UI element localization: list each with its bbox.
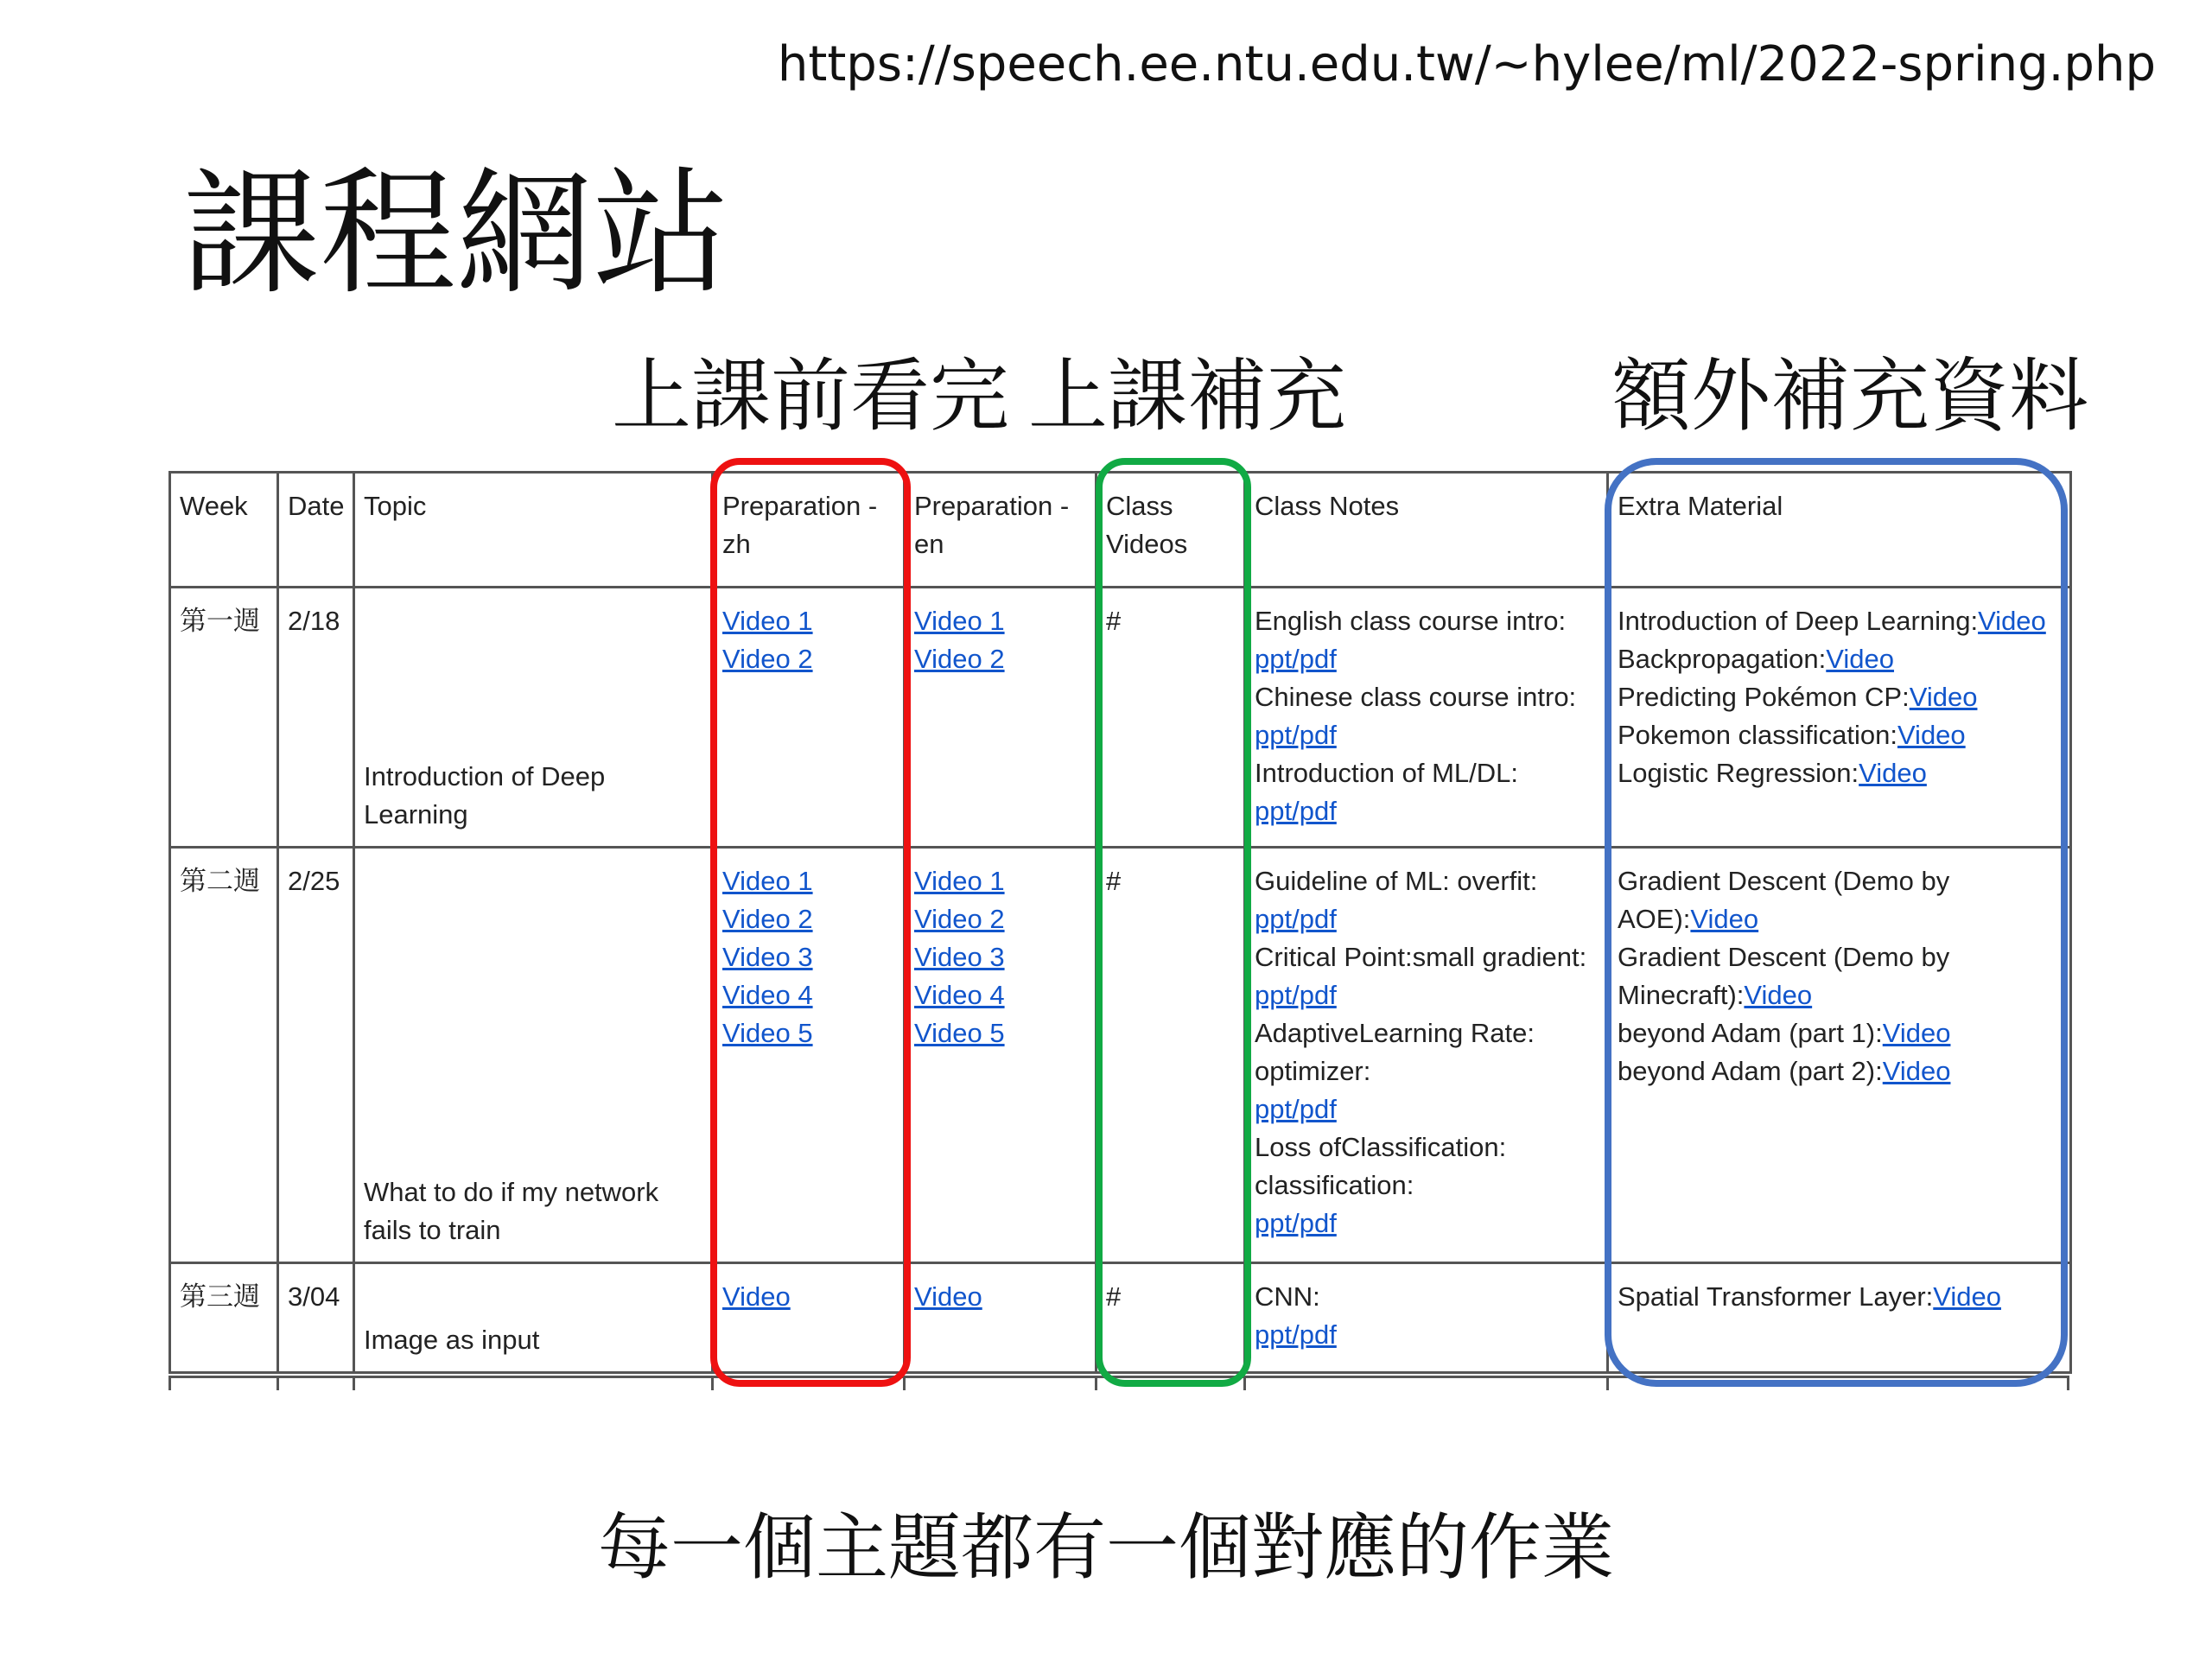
extra-item-label: Introduction of Deep Learning:	[1618, 606, 1979, 636]
header-class-videos: Class Videos	[1096, 473, 1245, 588]
extra-item	[1618, 716, 2061, 754]
table-edge-tick	[353, 1378, 355, 1390]
extra-item-label: beyond Adam (part 1):	[1618, 1018, 1883, 1048]
extra-video-link[interactable]: Video	[1909, 682, 1978, 712]
prep-en-cell	[905, 588, 1096, 848]
week-cell: 第二週	[170, 848, 278, 1263]
extra-video-link[interactable]: Video	[1826, 644, 1895, 674]
header-week: Week	[170, 473, 278, 588]
prep-zh-video-link[interactable]: Video 5	[722, 1018, 813, 1048]
topic-cell: What to do if my network fails to train	[354, 848, 713, 1263]
class-notes-cell	[1245, 848, 1608, 1263]
label-in-class: 上課補充	[1028, 350, 1347, 442]
prep-en-video-link[interactable]: Video 1	[914, 866, 1005, 896]
prep-en-video-link[interactable]: Video 1	[914, 606, 1005, 636]
extra-item	[1618, 640, 2061, 678]
note-label: Introduction of ML/DL:	[1255, 758, 1518, 788]
note-label: Loss ofClassification: classification:	[1255, 1132, 1507, 1200]
extra-item-label: Gradient Descent (Demo by Minecraft):	[1618, 942, 1950, 1010]
prep-en-video-link[interactable]: Video	[914, 1281, 982, 1312]
extra-video-link[interactable]: Video	[1690, 904, 1759, 934]
table-edge-tick	[711, 1378, 714, 1390]
prep-zh-cell	[713, 1263, 905, 1373]
slides-link[interactable]: ppt/pdf	[1255, 1319, 1337, 1350]
prep-en-video-link[interactable]: Video 3	[914, 942, 1005, 972]
extra-item-label: Pokemon classification:	[1618, 720, 1897, 750]
table-row	[170, 1263, 2071, 1373]
note-label: Guideline of ML: overfit:	[1255, 866, 1538, 896]
extra-item	[1618, 1052, 2061, 1090]
prep-zh-video-link[interactable]: Video 2	[722, 644, 813, 674]
note-label: Chinese class course intro:	[1255, 682, 1577, 712]
note-label: AdaptiveLearning Rate: optimizer:	[1255, 1018, 1535, 1086]
prep-en-video-link[interactable]: Video 4	[914, 980, 1005, 1010]
extra-item	[1618, 862, 2061, 938]
prep-en-cell	[905, 848, 1096, 1263]
extra-material-cell	[1608, 588, 2071, 848]
extra-item-label: beyond Adam (part 2):	[1618, 1056, 1883, 1086]
prep-zh-video-link[interactable]: Video 1	[722, 606, 813, 636]
class-video-cell[interactable]: #	[1096, 848, 1245, 1263]
prep-zh-video-link[interactable]: Video 3	[722, 942, 813, 972]
table-row	[170, 848, 2071, 1263]
header-date: Date	[278, 473, 354, 588]
extra-video-link[interactable]: Video	[1897, 720, 1966, 750]
class-notes-cell	[1245, 1263, 1608, 1373]
page-url: https://speech.ee.ntu.edu.tw/~hylee/ml/2022-spring.php	[777, 36, 2156, 92]
extra-video-link[interactable]: Video	[1882, 1056, 1951, 1086]
header-extra-material: Extra Material	[1608, 473, 2071, 588]
class-notes-cell	[1245, 588, 1608, 848]
extra-item	[1618, 678, 2061, 716]
table-edge-tick	[903, 1378, 906, 1390]
label-extra-material: 額外補充資料	[1611, 350, 2089, 442]
table-edge-tick	[1606, 1378, 1609, 1390]
date-cell: 3/04	[278, 1263, 354, 1373]
table-edge-tick	[1095, 1378, 1097, 1390]
note-label: English class course intro:	[1255, 606, 1567, 636]
extra-item	[1618, 602, 2061, 640]
week-cell: 第三週	[170, 1263, 278, 1373]
slides-link[interactable]: ppt/pdf	[1255, 644, 1337, 674]
prep-zh-video-link[interactable]: Video 1	[722, 866, 813, 896]
prep-en-video-link[interactable]: Video 2	[914, 644, 1005, 674]
table-edge-tick	[276, 1378, 279, 1390]
note-label: Critical Point:small gradient:	[1255, 942, 1587, 972]
extra-video-link[interactable]: Video	[1978, 606, 2046, 636]
course-table	[168, 471, 2072, 1374]
prep-en-video-link[interactable]: Video 5	[914, 1018, 1005, 1048]
header-prep-zh: Preparation - zh	[713, 473, 905, 588]
slides-link[interactable]: ppt/pdf	[1255, 796, 1337, 826]
class-video-cell[interactable]: #	[1096, 588, 1245, 848]
prep-zh-cell	[713, 848, 905, 1263]
course-table-container	[168, 471, 2069, 1374]
prep-zh-video-link[interactable]: Video 2	[722, 904, 813, 934]
topic-cell: Image as input	[354, 1263, 713, 1373]
extra-video-link[interactable]: Video	[1882, 1018, 1951, 1048]
week-cell: 第一週	[170, 588, 278, 848]
slides-link[interactable]: ppt/pdf	[1255, 1208, 1337, 1238]
table-header-row	[170, 473, 2071, 588]
prep-zh-video-link[interactable]: Video	[722, 1281, 791, 1312]
class-video-cell[interactable]: #	[1096, 1263, 1245, 1373]
table-edge-tick	[2067, 1378, 2069, 1390]
note-label: CNN:	[1255, 1281, 1320, 1312]
slides-link[interactable]: ppt/pdf	[1255, 980, 1337, 1010]
prep-en-video-link[interactable]: Video 2	[914, 904, 1005, 934]
table-row	[170, 588, 2071, 848]
extra-item-label: Backpropagation:	[1618, 644, 1827, 674]
table-edge-tick	[168, 1378, 171, 1390]
extra-item-label: Spatial Transformer Layer:	[1618, 1281, 1934, 1312]
table-edge-tick	[1243, 1378, 1246, 1390]
extra-item	[1618, 1278, 2061, 1316]
prep-en-cell	[905, 1263, 1096, 1373]
extra-item	[1618, 1014, 2061, 1052]
extra-material-cell	[1608, 1263, 2071, 1373]
extra-item-label: Predicting Pokémon CP:	[1618, 682, 1910, 712]
slides-link[interactable]: ppt/pdf	[1255, 904, 1337, 934]
extra-item	[1618, 754, 2061, 792]
label-before-class: 上課前看完	[612, 350, 1010, 442]
extra-material-cell	[1608, 848, 2071, 1263]
header-prep-en: Preparation - en	[905, 473, 1096, 588]
extra-video-link[interactable]: Video	[1933, 1281, 2001, 1312]
extra-video-link[interactable]: Video	[1859, 758, 1927, 788]
extra-video-link[interactable]: Video	[1744, 980, 1813, 1010]
table-continuation-edge	[168, 1376, 2069, 1388]
prep-zh-video-link[interactable]: Video 4	[722, 980, 813, 1010]
extra-item-label: Gradient Descent (Demo by AOE):	[1618, 866, 1950, 934]
extra-item-label: Logistic Regression:	[1618, 758, 1859, 788]
extra-item	[1618, 938, 2061, 1014]
header-topic: Topic	[354, 473, 713, 588]
date-cell: 2/25	[278, 848, 354, 1263]
slides-link[interactable]: ppt/pdf	[1255, 1094, 1337, 1124]
footer-caption: 每一個主題都有一個對應的作業	[597, 1505, 1614, 1590]
slides-link[interactable]: ppt/pdf	[1255, 720, 1337, 750]
topic-cell: Introduction of Deep Learning	[354, 588, 713, 848]
date-cell: 2/18	[278, 588, 354, 848]
header-class-notes: Class Notes	[1245, 473, 1608, 588]
prep-zh-cell	[713, 588, 905, 848]
slide-title: 課程網站	[183, 155, 729, 314]
